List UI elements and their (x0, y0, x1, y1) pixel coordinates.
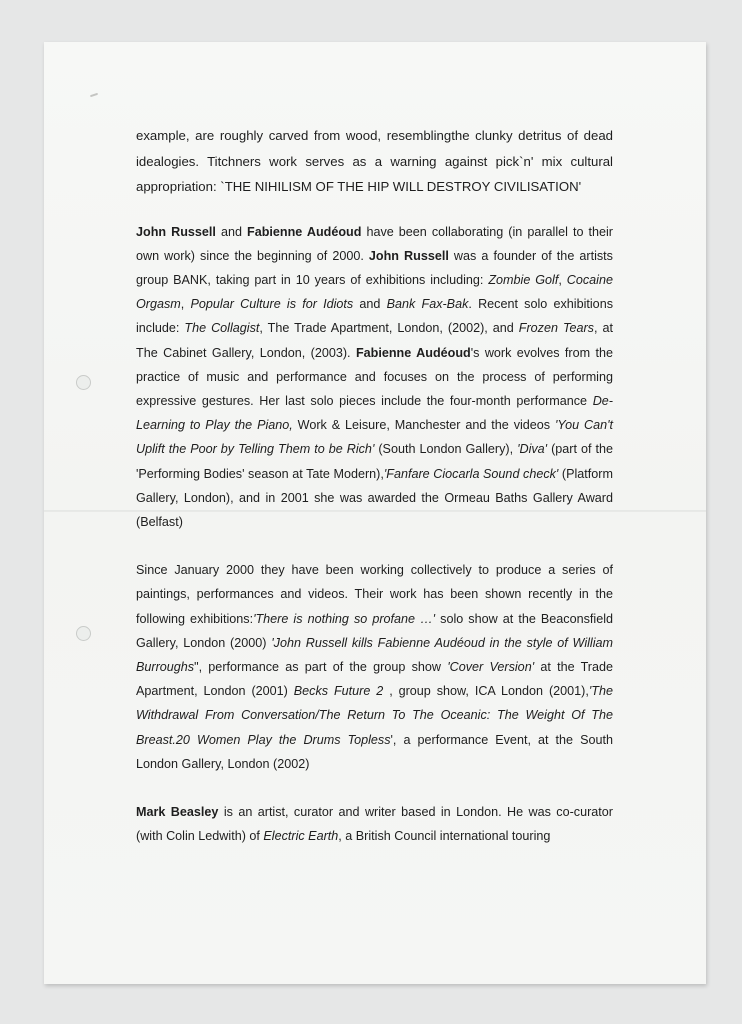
bold-text-run: Mark Beasley (136, 804, 219, 819)
italic-text-run: Electric Earth (263, 829, 339, 844)
paper-mark (90, 93, 98, 97)
bold-text-run: John Russell (136, 224, 216, 239)
text-run: example, are roughly carved from wood, resemblingthe clunky detritus of dead idealogies. Titchners work serves as a warning against pick`n' mix cultural appropriation: `THE NIHILISM OF THE HIP WILL DESTROY CIVILISATION' (136, 128, 613, 194)
italic-text-run: Frozen Tears (518, 321, 594, 336)
italic-text-run: Cocaine Orgasm (136, 272, 613, 312)
punch-hole (76, 626, 91, 641)
italic-text-run: 'The Withdrawal From Conversation/The Return To The Oceanic: The Weight Of The Breast.20 Women Play the Drums Topless (136, 684, 613, 747)
italic-text-run: Becks Future 2 (293, 684, 384, 699)
italic-text-run: Zombie Golf (488, 272, 559, 287)
text-run: Work & Leisure, Manchester and the videos (292, 418, 555, 433)
text-run: 's work evolves from the practice of music and performance and focuses on the process of performing expressive gestures. Her last solo pieces include the four-month performance (136, 345, 613, 408)
text-run: was a founder of the artists group BANK, taking part in 10 years of exhibitions including: (136, 248, 613, 287)
text-run: and (353, 297, 387, 312)
punch-hole (76, 375, 91, 390)
italic-text-run: 'There is nothing so profane …' (253, 611, 436, 626)
text-run: , (558, 272, 567, 287)
text-run: , The Trade Apartment, London, (2002), and (259, 321, 519, 336)
text-run: , at The Cabinet Gallery, London, (2003). (136, 321, 613, 360)
paragraph-2 (136, 220, 613, 535)
text-run: at the Trade Apartment, London (2001) (136, 659, 614, 699)
text-run: (South London Gallery), (374, 442, 518, 457)
paragraph-4 (136, 800, 613, 848)
text-run: is an artist, curator and writer based in London. He was co-curator (with Colin Ledwith) of (136, 804, 613, 844)
text-run: , group show, ICA London (2001), (383, 684, 589, 699)
text-run: (part of the 'Performing Bodies' season at Tate Modern), (136, 442, 613, 481)
text-run: , a British Council international touring (338, 829, 551, 844)
italic-text-run: 'Cover Version' (447, 659, 535, 674)
text-run: . Recent solo exhibitions include: (136, 297, 613, 336)
paragraph-1 (136, 123, 613, 200)
italic-text-run: 'John Russell kills Fabienne Audéoud in the style of William Burroughs (136, 635, 614, 674)
text-run: and (215, 224, 247, 239)
document-body (136, 123, 613, 872)
italic-text-run: 'Diva' (517, 442, 548, 457)
italic-text-run: 'You Can't Uplift the Poor by Telling Them to be Rich' (136, 418, 613, 457)
bold-text-run: Fabienne Audéoud (247, 224, 362, 239)
bold-text-run: Fabienne Audéoud (355, 345, 471, 360)
text-run: (Platform Gallery, London), and in 2001 she was awarded the Ormeau Baths Gallery Award (Belfast) (136, 466, 613, 529)
bold-text-run: John Russell (368, 248, 449, 263)
text-run: ", performance as part of the group show (194, 659, 448, 674)
italic-text-run: 'Fanfare Ciocarla Sound check' (383, 466, 559, 481)
italic-text-run: Bank Fax-Bak (386, 297, 469, 312)
text-run: Since January 2000 they have been working collectively to produce a series of paintings, performances and videos. Their work has been shown recently in the following exhibitions: (136, 563, 613, 626)
italic-text-run: Popular Culture is for Idiots (190, 297, 354, 312)
paragraph-3 (136, 558, 613, 776)
text-run: have been collaborating (in parallel to their own work) since the beginning of 2000. (136, 224, 613, 263)
text-run: , (180, 297, 191, 312)
italic-text-run: The Collagist (184, 321, 260, 336)
document-page (44, 42, 706, 984)
italic-text-run: De-Learning to Play the Piano, (136, 393, 613, 433)
text-run: solo show at the Beaconsfield Gallery, London (2000) (136, 611, 613, 650)
text-run: ', a performance Event, at the South London Gallery, London (2002) (136, 732, 613, 771)
